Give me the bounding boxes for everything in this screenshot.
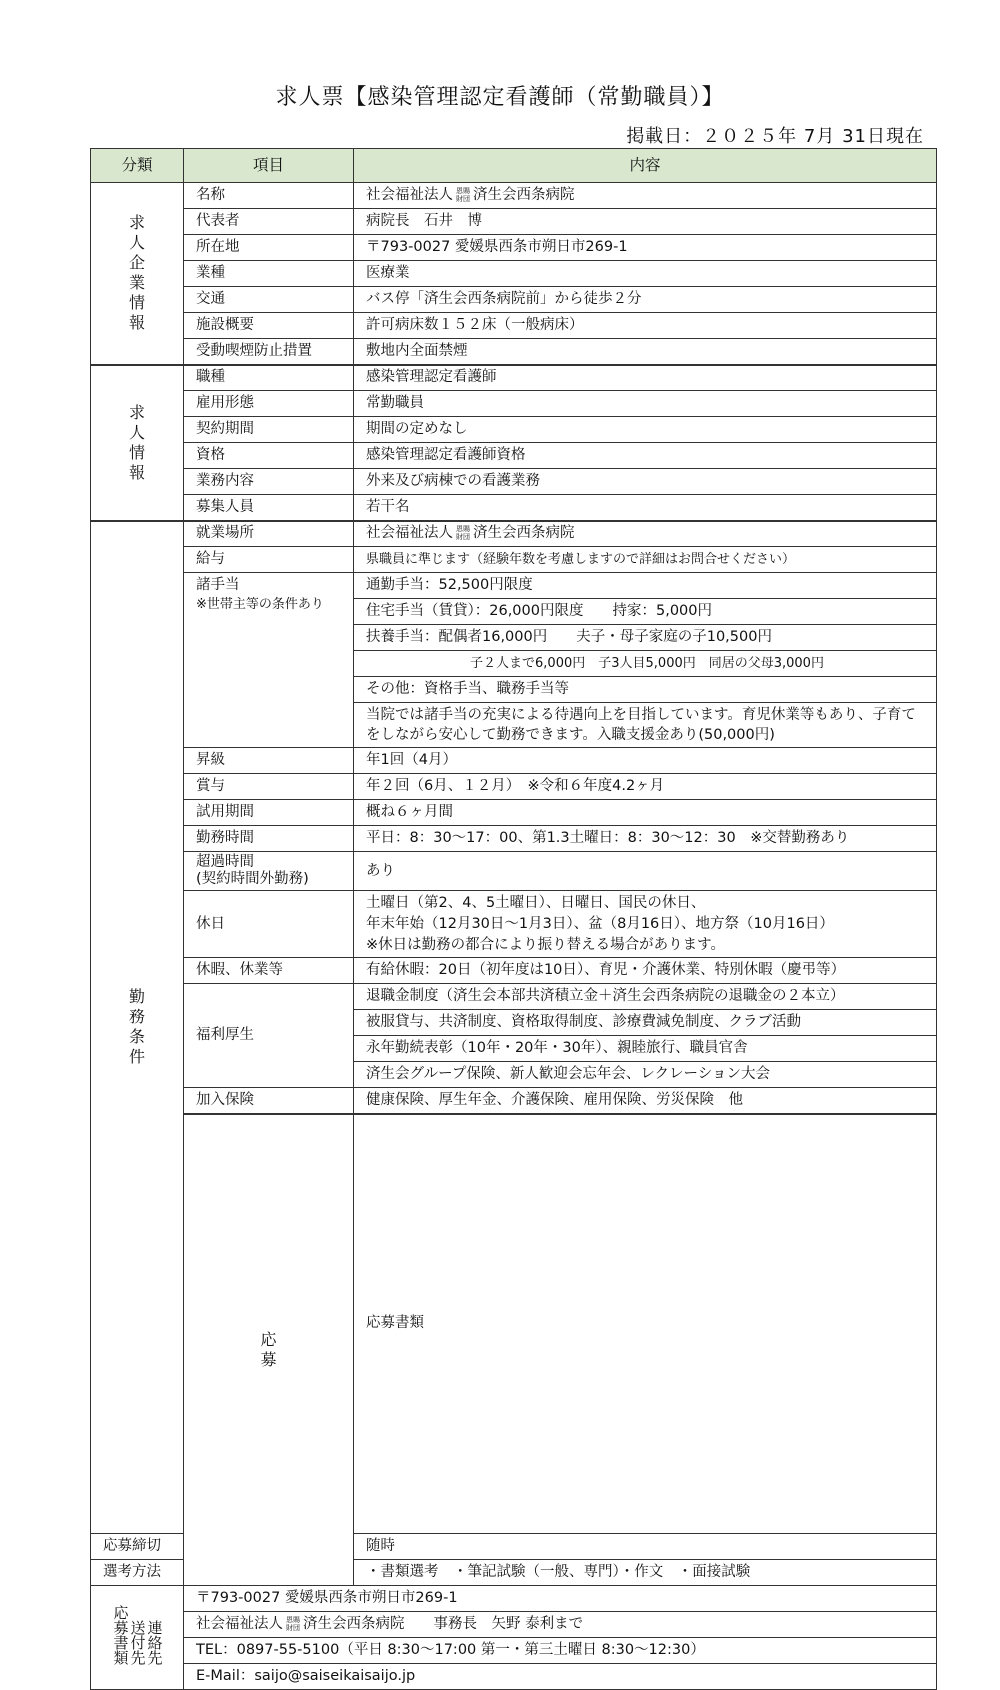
item-cell: 名称 [184, 183, 354, 209]
table-row: 済生会グループ保険、新人歓迎会忘年会、レクレーション大会 [91, 1062, 937, 1088]
header-row [91, 149, 937, 183]
table-row [91, 183, 937, 209]
table-row: 給与 県職員に準じます（経験年数を考慮しますので詳細はお問合せください） [91, 547, 937, 573]
page-title: 求人票【感染管理認定看護師（常勤職員）】 [275, 85, 725, 110]
table-row: TEL：0897-55-5100（平日 8:30～17:00 第一・第三土曜日 8:30～12:30） [91, 1637, 937, 1663]
table-row: 被服貸与、共済制度、資格取得制度、診療費減免制度、クラブ活動 [91, 1010, 937, 1036]
email[interactable]: E-Mail：saijo@saiseikaisaijo.jp [184, 1663, 937, 1689]
header-content: 内容 [354, 149, 937, 183]
table-row [91, 1663, 937, 1689]
allowance-item: 諸手当 ※世帯主等の条件あり [184, 573, 354, 748]
table-row: 勤務時間 平日：8：30～17：00、第1.3土曜日：8：30～12：30 ※交替勤務あり [91, 826, 937, 852]
table-row: 扶養手当：配偶者16,000円 夫子・母子家庭の子10,500円 [91, 625, 937, 651]
table-row: 応募書類送付先連絡先 〒793-0027 愛媛県西条市朔日市269-1 [91, 1585, 937, 1611]
table-row: 当院では諸手当の充実による待遇向上を目指しています。育児休業等もあり、子育てをしながら安心して勤務できます。入職支援金あり(50,000円) [91, 703, 937, 748]
category-company: 求人企業情報 [91, 183, 184, 365]
org-ruby: 恩賜 財団 [456, 187, 470, 203]
category-work: 勤務条件 [91, 521, 184, 1534]
table-row: 契約期間 期間の定めなし [91, 417, 937, 443]
table-row: 業務内容 外来及び病棟での看護業務 [91, 469, 937, 495]
table-row: 昇級 年1回（4月） [91, 748, 937, 774]
table-row: 子２人まで6,000円 子3人目5,000円 同居の父母3,000円 [91, 651, 937, 677]
table-row: 求人情報 職種 感染管理認定看護師 [91, 365, 937, 391]
org-ruby: 恩賜 財団 [286, 1615, 300, 1632]
table-row: 住宅手当（賃貸）：26,000円限度 持家：5,000円 [91, 599, 937, 625]
table-row: 福利厚生 退職金制度（済生会本部共済積立金＋済生会西条病院の退職金の２本立） [91, 984, 937, 1010]
table-row: その他：資格手当、職務手当等 [91, 677, 937, 703]
table-row: 試用期間 概ね６ヶ月間 [91, 800, 937, 826]
table-row: 施設概要 許可病床数１５２床（一般病床） [91, 313, 937, 339]
content-cell: 社会福祉法人 恩賜 財団 済生会西条病院 [354, 183, 937, 209]
table-row: 受動喫煙防止措置 敷地内全面禁煙 [91, 339, 937, 365]
table-row: 応募締切 随時 [91, 1533, 937, 1559]
job-table [90, 148, 937, 1690]
table-row: 雇用形態 常勤職員 [91, 391, 937, 417]
table-row: 諸手当 ※世帯主等の条件あり 通勤手当：52,500円限度 [91, 573, 937, 599]
table-row: 選考方法 ・書類選考 ・筆記試験（一般、専門）・作文 ・面接試験 [91, 1559, 937, 1585]
table-row: 加入保険 健康保険、厚生年金、介護保険、雇用保険、労災保険 他 [91, 1088, 937, 1114]
table-row: 応募 応募書類 [91, 1114, 937, 1534]
table-row: 社会福祉法人 恩賜 財団 済生会西条病院 事務長 矢野 泰利まで [91, 1611, 937, 1637]
org-ruby: 恩賜 財団 [456, 525, 470, 542]
table-row: 代表者 病院長 石井 博 [91, 209, 937, 235]
table-row: 所在地 〒793-0027 愛媛県西条市朔日市269-1 [91, 235, 937, 261]
table-row: 資格 感染管理認定看護師資格 [91, 443, 937, 469]
posting-date: 掲載日：２０２５年 7月 31日現在 [626, 126, 924, 147]
table-row: 休暇、休業等 有給休暇：20日（初年度は10日）、育児・介護休業、特別休暇（慶弔等） [91, 958, 937, 984]
table-row: 交通 バス停「済生会西条病院前」から徒歩２分 [91, 287, 937, 313]
category-apply: 応募 [184, 1114, 354, 1586]
table-row: 超過時間 (契約時間外勤務) あり [91, 852, 937, 891]
category-contact: 応募書類送付先連絡先 [91, 1585, 184, 1689]
table-row: 募集人員 若干名 [91, 495, 937, 521]
table-row: 業種 医療業 [91, 261, 937, 287]
table-row: 永年勤続表彰（10年・20年・30年）、親睦旅行、職員官舎 [91, 1036, 937, 1062]
table-row: 勤務条件 就業場所 社会福祉法人 恩賜 財団 済生会西条病院 [91, 521, 937, 547]
table-row: 休日 土曜日（第2、4、5土曜日）、日曜日、国民の休日、 年末年始（12月30日～1月3日）、盆（8月16日）、地方祭（10月16日） ※休日は勤務の都合により振り替える場合があります。 [91, 891, 937, 958]
category-job: 求人情報 [91, 365, 184, 521]
header-item: 項目 [184, 149, 354, 183]
table-row: 賞与 年２回（6月、１２月） ※令和６年度4.2ヶ月 [91, 774, 937, 800]
header-category: 分類 [91, 149, 184, 183]
